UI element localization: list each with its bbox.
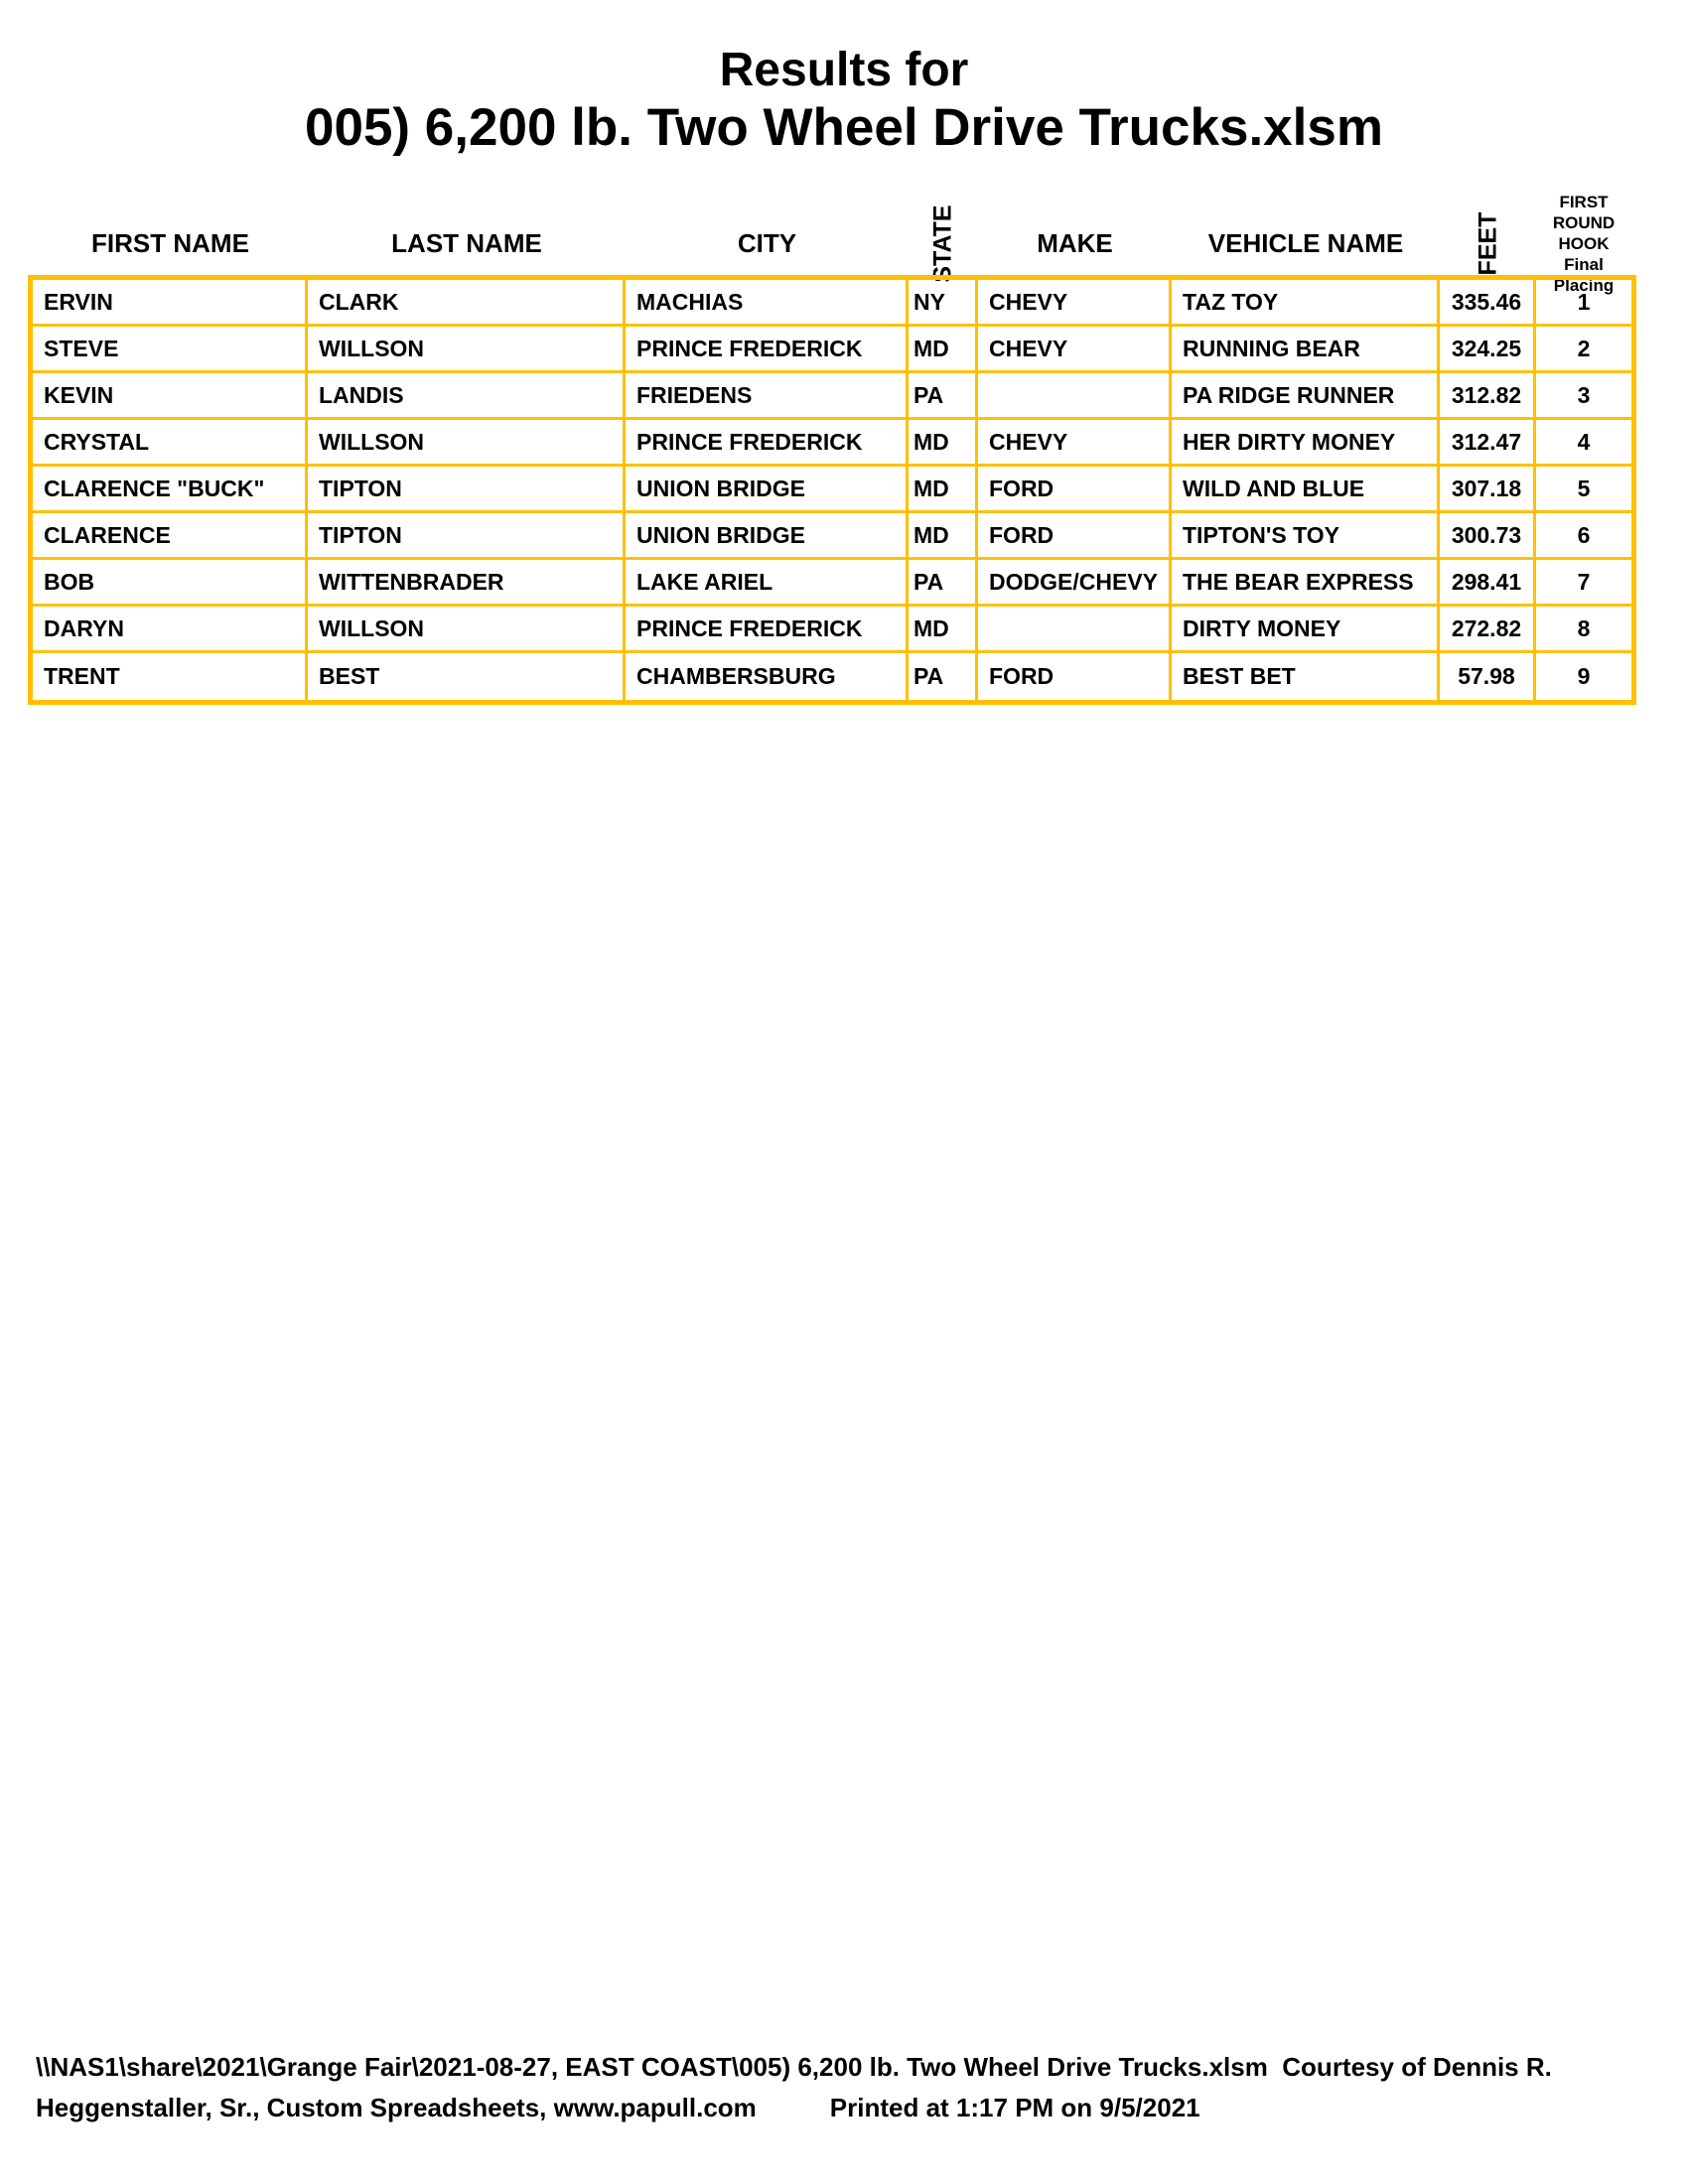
cell-placing: 6	[1577, 521, 1591, 548]
cell-city: PRINCE FREDERICK	[626, 327, 909, 370]
page-footer	[36, 2047, 1654, 2128]
cell-vehicle_name: HER DIRTY MONEY	[1172, 420, 1440, 464]
cell-city: UNION BRIDGE	[626, 513, 909, 557]
cell-placing: 1	[1577, 288, 1591, 315]
cell-city: FRIEDENS	[626, 373, 909, 417]
cell-vehicle_name: TIPTON'S TOY	[1172, 513, 1440, 557]
column-header-label: LAST NAME	[391, 228, 542, 258]
cell-city: CHAMBERSBURG	[626, 653, 909, 700]
cell-feet: 307.18	[1440, 467, 1536, 510]
table-row	[33, 467, 1631, 513]
cell-feet: 272.82	[1440, 607, 1536, 650]
cell-make: CHEVY	[978, 420, 1172, 464]
cell-vehicle_name: PA RIDGE RUNNER	[1172, 373, 1440, 417]
column-header-line: Final Placing	[1553, 255, 1615, 295]
cell-make: FORD	[978, 467, 1172, 510]
cell-last_name: WILLSON	[308, 607, 626, 650]
cell-first_name: ERVIN	[33, 280, 308, 324]
cell-last_name: WILLSON	[308, 420, 626, 464]
column-header-line: FIRST ROUND	[1552, 193, 1616, 232]
cell-state: MD	[909, 420, 978, 464]
table-row	[33, 373, 1631, 420]
cell-state: PA	[909, 653, 978, 700]
cell-vehicle_name: TAZ TOY	[1172, 280, 1440, 324]
cell-city: LAKE ARIEL	[626, 560, 909, 604]
cell-vehicle_name: BEST BET	[1172, 653, 1440, 700]
cell-first_name: TRENT	[33, 653, 308, 700]
cell-last_name: BEST	[308, 653, 626, 700]
cell-make: CHEVY	[978, 280, 1172, 324]
column-header-label: FIRST NAME	[91, 228, 249, 258]
cell-feet: 312.82	[1440, 373, 1536, 417]
cell-placing: 7	[1577, 568, 1591, 595]
cell-placing: 3	[1577, 381, 1591, 408]
cell-make: DODGE/CHEVY	[978, 560, 1172, 604]
cell-placing: 5	[1577, 475, 1591, 501]
cell-last_name: WILLSON	[308, 327, 626, 370]
page-title-line1: Results for	[719, 44, 969, 96]
cell-last_name: TIPTON	[308, 513, 626, 557]
footer-credit: Heggenstaller, Sr., Custom Spreadsheets, www.papull.com	[36, 2093, 757, 2122]
cell-vehicle_name: THE BEAR EXPRESS	[1172, 560, 1440, 604]
cell-feet: 335.46	[1440, 280, 1536, 324]
cell-last_name: CLARK	[308, 280, 626, 324]
cell-feet: 312.47	[1440, 420, 1536, 464]
cell-feet: 324.25	[1440, 327, 1536, 370]
cell-vehicle_name: DIRTY MONEY	[1172, 607, 1440, 650]
table-header-row	[33, 192, 1631, 295]
cell-make: FORD	[978, 653, 1172, 700]
cell-placing: 9	[1577, 663, 1591, 689]
cell-first_name: CLARENCE	[33, 513, 308, 557]
cell-state: MD	[909, 467, 978, 510]
cell-last_name: TIPTON	[308, 467, 626, 510]
cell-first_name: BOB	[33, 560, 308, 604]
footer-file-path: \\NAS1\share\2021\Grange Fair\2021-08-27, EAST COAST\005) 6,200 lb. Two Wheel Drive Trucks.xlsm Courtesy of Dennis R.	[36, 2052, 1552, 2082]
cell-state: NY	[909, 280, 978, 324]
column-header-label: STATE	[928, 205, 957, 283]
cell-state: PA	[909, 560, 978, 604]
cell-city: PRINCE FREDERICK	[626, 607, 909, 650]
table-row	[33, 280, 1631, 327]
cell-city: MACHIAS	[626, 280, 909, 324]
column-header-label: FEET	[1474, 211, 1501, 276]
table-row	[33, 653, 1631, 700]
cell-first_name: STEVE	[33, 327, 308, 370]
column-header-label: CITY	[737, 228, 797, 258]
cell-feet: 298.41	[1440, 560, 1536, 604]
cell-vehicle_name: WILD AND BLUE	[1172, 467, 1440, 510]
column-header-label: VEHICLE NAME	[1207, 228, 1404, 258]
table-row	[33, 607, 1631, 653]
cell-feet: 57.98	[1440, 653, 1536, 700]
cell-state: MD	[909, 513, 978, 557]
cell-vehicle_name: RUNNING BEAR	[1172, 327, 1440, 370]
cell-feet: 300.73	[1440, 513, 1536, 557]
table-row	[33, 327, 1631, 373]
results-table	[28, 275, 1636, 705]
cell-state: PA	[909, 373, 978, 417]
cell-state: MD	[909, 327, 978, 370]
cell-first_name: KEVIN	[33, 373, 308, 417]
cell-make	[978, 373, 1172, 417]
footer-line2	[36, 2088, 1654, 2128]
table-row	[33, 420, 1631, 467]
cell-make: FORD	[978, 513, 1172, 557]
column-header-label: MAKE	[1037, 228, 1113, 258]
table-row	[33, 560, 1631, 607]
cell-city: PRINCE FREDERICK	[626, 420, 909, 464]
cell-make: CHEVY	[978, 327, 1172, 370]
cell-placing: 2	[1577, 335, 1591, 361]
cell-state: MD	[909, 607, 978, 650]
cell-last_name: LANDIS	[308, 373, 626, 417]
cell-last_name: WITTENBRADER	[308, 560, 626, 604]
cell-first_name: CRYSTAL	[33, 420, 308, 464]
cell-first_name: CLARENCE "BUCK"	[33, 467, 308, 510]
column-header-line: HOOK	[1558, 234, 1610, 253]
cell-placing: 4	[1577, 428, 1591, 455]
page-title-line2: 005) 6,200 lb. Two Wheel Drive Trucks.xlsm	[305, 98, 1383, 157]
cell-placing: 8	[1577, 614, 1591, 641]
table-row	[33, 513, 1631, 560]
cell-city: UNION BRIDGE	[626, 467, 909, 510]
cell-first_name: DARYN	[33, 607, 308, 650]
footer-printed-timestamp: Printed at 1:17 PM on 9/5/2021	[829, 2093, 1200, 2122]
cell-make	[978, 607, 1172, 650]
